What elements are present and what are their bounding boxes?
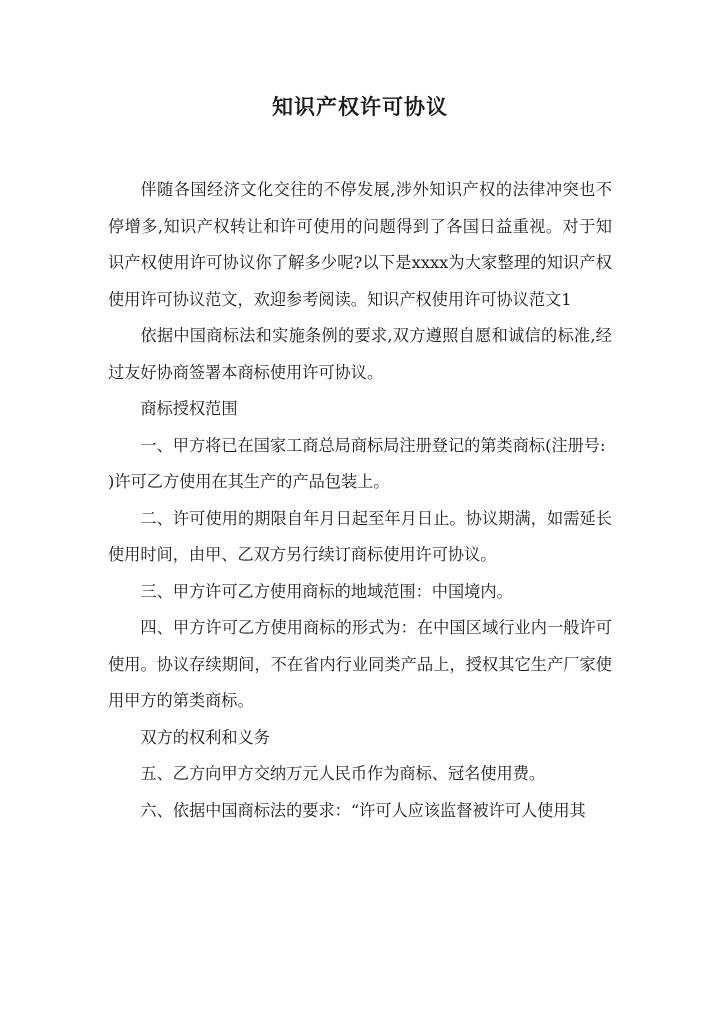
clause-4: 四、甲方许可乙方使用商标的形式为：在中国区域行业内一般许可使用。协议存续期间，不在省内行业同类产品上，授权其它生产厂家使用甲方的第类商标。 — [108, 618, 612, 710]
clause-6: 六、依据中国商标法的要求：“许可人应该监督被许可人使用其 — [140, 800, 586, 820]
document-title: 知识产权许可协议 — [272, 94, 448, 119]
clause-1: 一、甲方将已在国家工商总局商标局注册登记的第类商标(注册号: — [140, 435, 606, 455]
clause-1-continued: )许可乙方使用在其生产的产品包装上。 — [108, 472, 390, 491]
paragraph-intro: 伴随各国经济文化交往的不停发展,涉外知识产权的法律冲突也不停增多,知识产权转让和许可使用的问题得到了各国日益重视。对于知识产权使用许可协议你了解多少呢?以下是xxxx为大家整理的知识产权使用许可协议范文，欢迎参考阅读。知识产权使用许可协议范文1 — [108, 180, 612, 309]
clause-2: 二、许可使用的期限自年月日起至年月日止。协议期满，如需延长使用时间，由甲、乙双方另行续订商标使用许可协议。 — [108, 508, 612, 564]
section-heading-rights: 双方的权利和义务 — [140, 727, 270, 747]
clause-5: 五、乙方向甲方交纳万元人民币作为商标、冠名使用费。 — [140, 764, 546, 783]
paragraph-basis: 依据中国商标法和实施条例的要求,双方遵照自愿和诚信的标准,经过友好协商签署本商标使用许可协议。 — [108, 326, 612, 382]
section-heading-scope: 商标授权范围 — [140, 399, 238, 418]
clause-3: 三、甲方许可乙方使用商标的地域范围：中国境内。 — [140, 581, 513, 601]
